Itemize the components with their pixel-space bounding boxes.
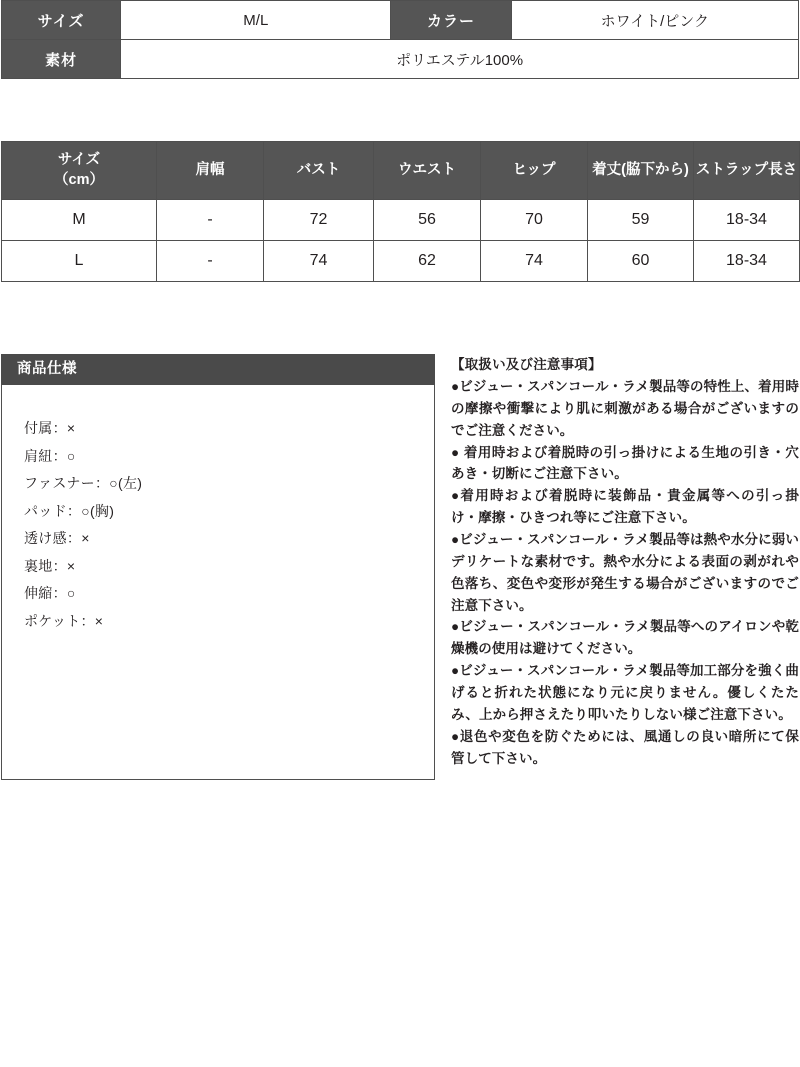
product-spec-panel: [1, 354, 435, 780]
cell-l-shoulder: -: [157, 241, 264, 282]
table-row: [2, 241, 800, 282]
measurement-header-waist: ウエスト: [374, 142, 481, 200]
spec-color-label: カラー: [391, 1, 511, 40]
list-item: 肩紐：○: [24, 447, 76, 464]
list-item: ●着用時および着脱時に装飾品・貴金属等への引っ掛け・摩擦・ひきつれ等にご注意下さい。: [451, 488, 799, 526]
list-item: ●ビジュー・スパンコール・ラメ製品等へのアイロンや乾燥機の使用は避けてください。: [451, 619, 799, 657]
measurement-header-hip: ヒップ: [481, 142, 588, 200]
cell-m-bust: 72: [264, 200, 374, 241]
measurement-header-row: [2, 142, 800, 200]
cell-m-shoulder: -: [157, 200, 264, 241]
list-item: 伸縮：○: [24, 585, 76, 601]
measurement-header-shoulder: 肩幅: [157, 142, 264, 200]
lower-panels: [0, 354, 800, 780]
list-item: 裏地：×: [24, 557, 76, 574]
cell-m-strap: 18-34: [694, 200, 800, 241]
cell-m-waist: 56: [374, 200, 481, 241]
list-item: ●ビジュー・スパンコール・ラメ製品等加工部分を強く曲げると折れた状態になり元に戻りません。優しくたたみ、上から押さえたり叩いたりしない様ご注意下さい。: [451, 663, 799, 722]
notes-title: 【取扱い及び注意事項】: [451, 357, 602, 372]
product-spec-body: [1, 385, 435, 780]
cell-l-hip: 74: [481, 241, 588, 282]
measurement-table: [1, 141, 800, 282]
spec-material-value: ポリエステル100%: [121, 40, 799, 79]
cell-l-strap: 18-34: [694, 241, 800, 282]
product-spec-title: 商品仕様: [1, 354, 435, 385]
measurement-header-length: 着丈(脇下から): [588, 142, 694, 200]
measurement-header-size-line2: （cm）: [54, 171, 104, 188]
table-row: [2, 1, 799, 40]
cell-l-waist: 62: [374, 241, 481, 282]
cell-m-length: 59: [588, 200, 694, 241]
spec-table: [1, 0, 799, 79]
measurement-section: [0, 141, 800, 282]
list-item: 透け感：×: [24, 530, 90, 546]
notes-panel: [451, 354, 799, 780]
cell-m-size: M: [2, 200, 157, 241]
spec-material-label: 素材: [2, 40, 121, 79]
table-row: [2, 40, 799, 79]
list-item: ● 着用時および着脱時の引っ掛けによる生地の引き・穴あき・切断にご注意下さい。: [451, 444, 799, 482]
cell-l-bust: 74: [264, 241, 374, 282]
measurement-header-bust: バスト: [264, 142, 374, 200]
list-item: パッド：○(胸): [24, 502, 115, 519]
list-item: ●ビジュー・スパンコール・ラメ製品等の特性上、着用時の摩擦や衝撃により肌に刺激がある場合がございますのでご注意ください。: [451, 378, 799, 438]
list-item: 付属：×: [24, 420, 76, 436]
cell-m-hip: 70: [481, 200, 588, 241]
list-item: ポケット：×: [24, 612, 104, 629]
table-row: [2, 200, 800, 241]
list-item: ●ビジュー・スパンコール・ラメ製品等は熱や水分に弱いデリケートな素材です。熱や水分による表面の剥がれや色落ち、変色や変形が発生する場合がございますのでご注意下さい。: [451, 531, 799, 613]
spec-color-value: ホワイト/ピンク: [511, 1, 798, 40]
list-item: ファスナー：○(左): [24, 475, 143, 491]
measurement-header-size-line1: サイズ: [57, 151, 101, 168]
spec-size-label: サイズ: [2, 1, 121, 40]
cell-l-length: 60: [588, 241, 694, 282]
spec-size-value: M/L: [121, 1, 391, 40]
measurement-header-strap: ストラップ長さ: [694, 142, 800, 200]
measurement-header-size: [2, 142, 157, 200]
list-item: ●退色や変色を防ぐためには、風通しの良い暗所にて保管して下さい。: [451, 728, 799, 766]
cell-l-size: L: [2, 241, 157, 282]
